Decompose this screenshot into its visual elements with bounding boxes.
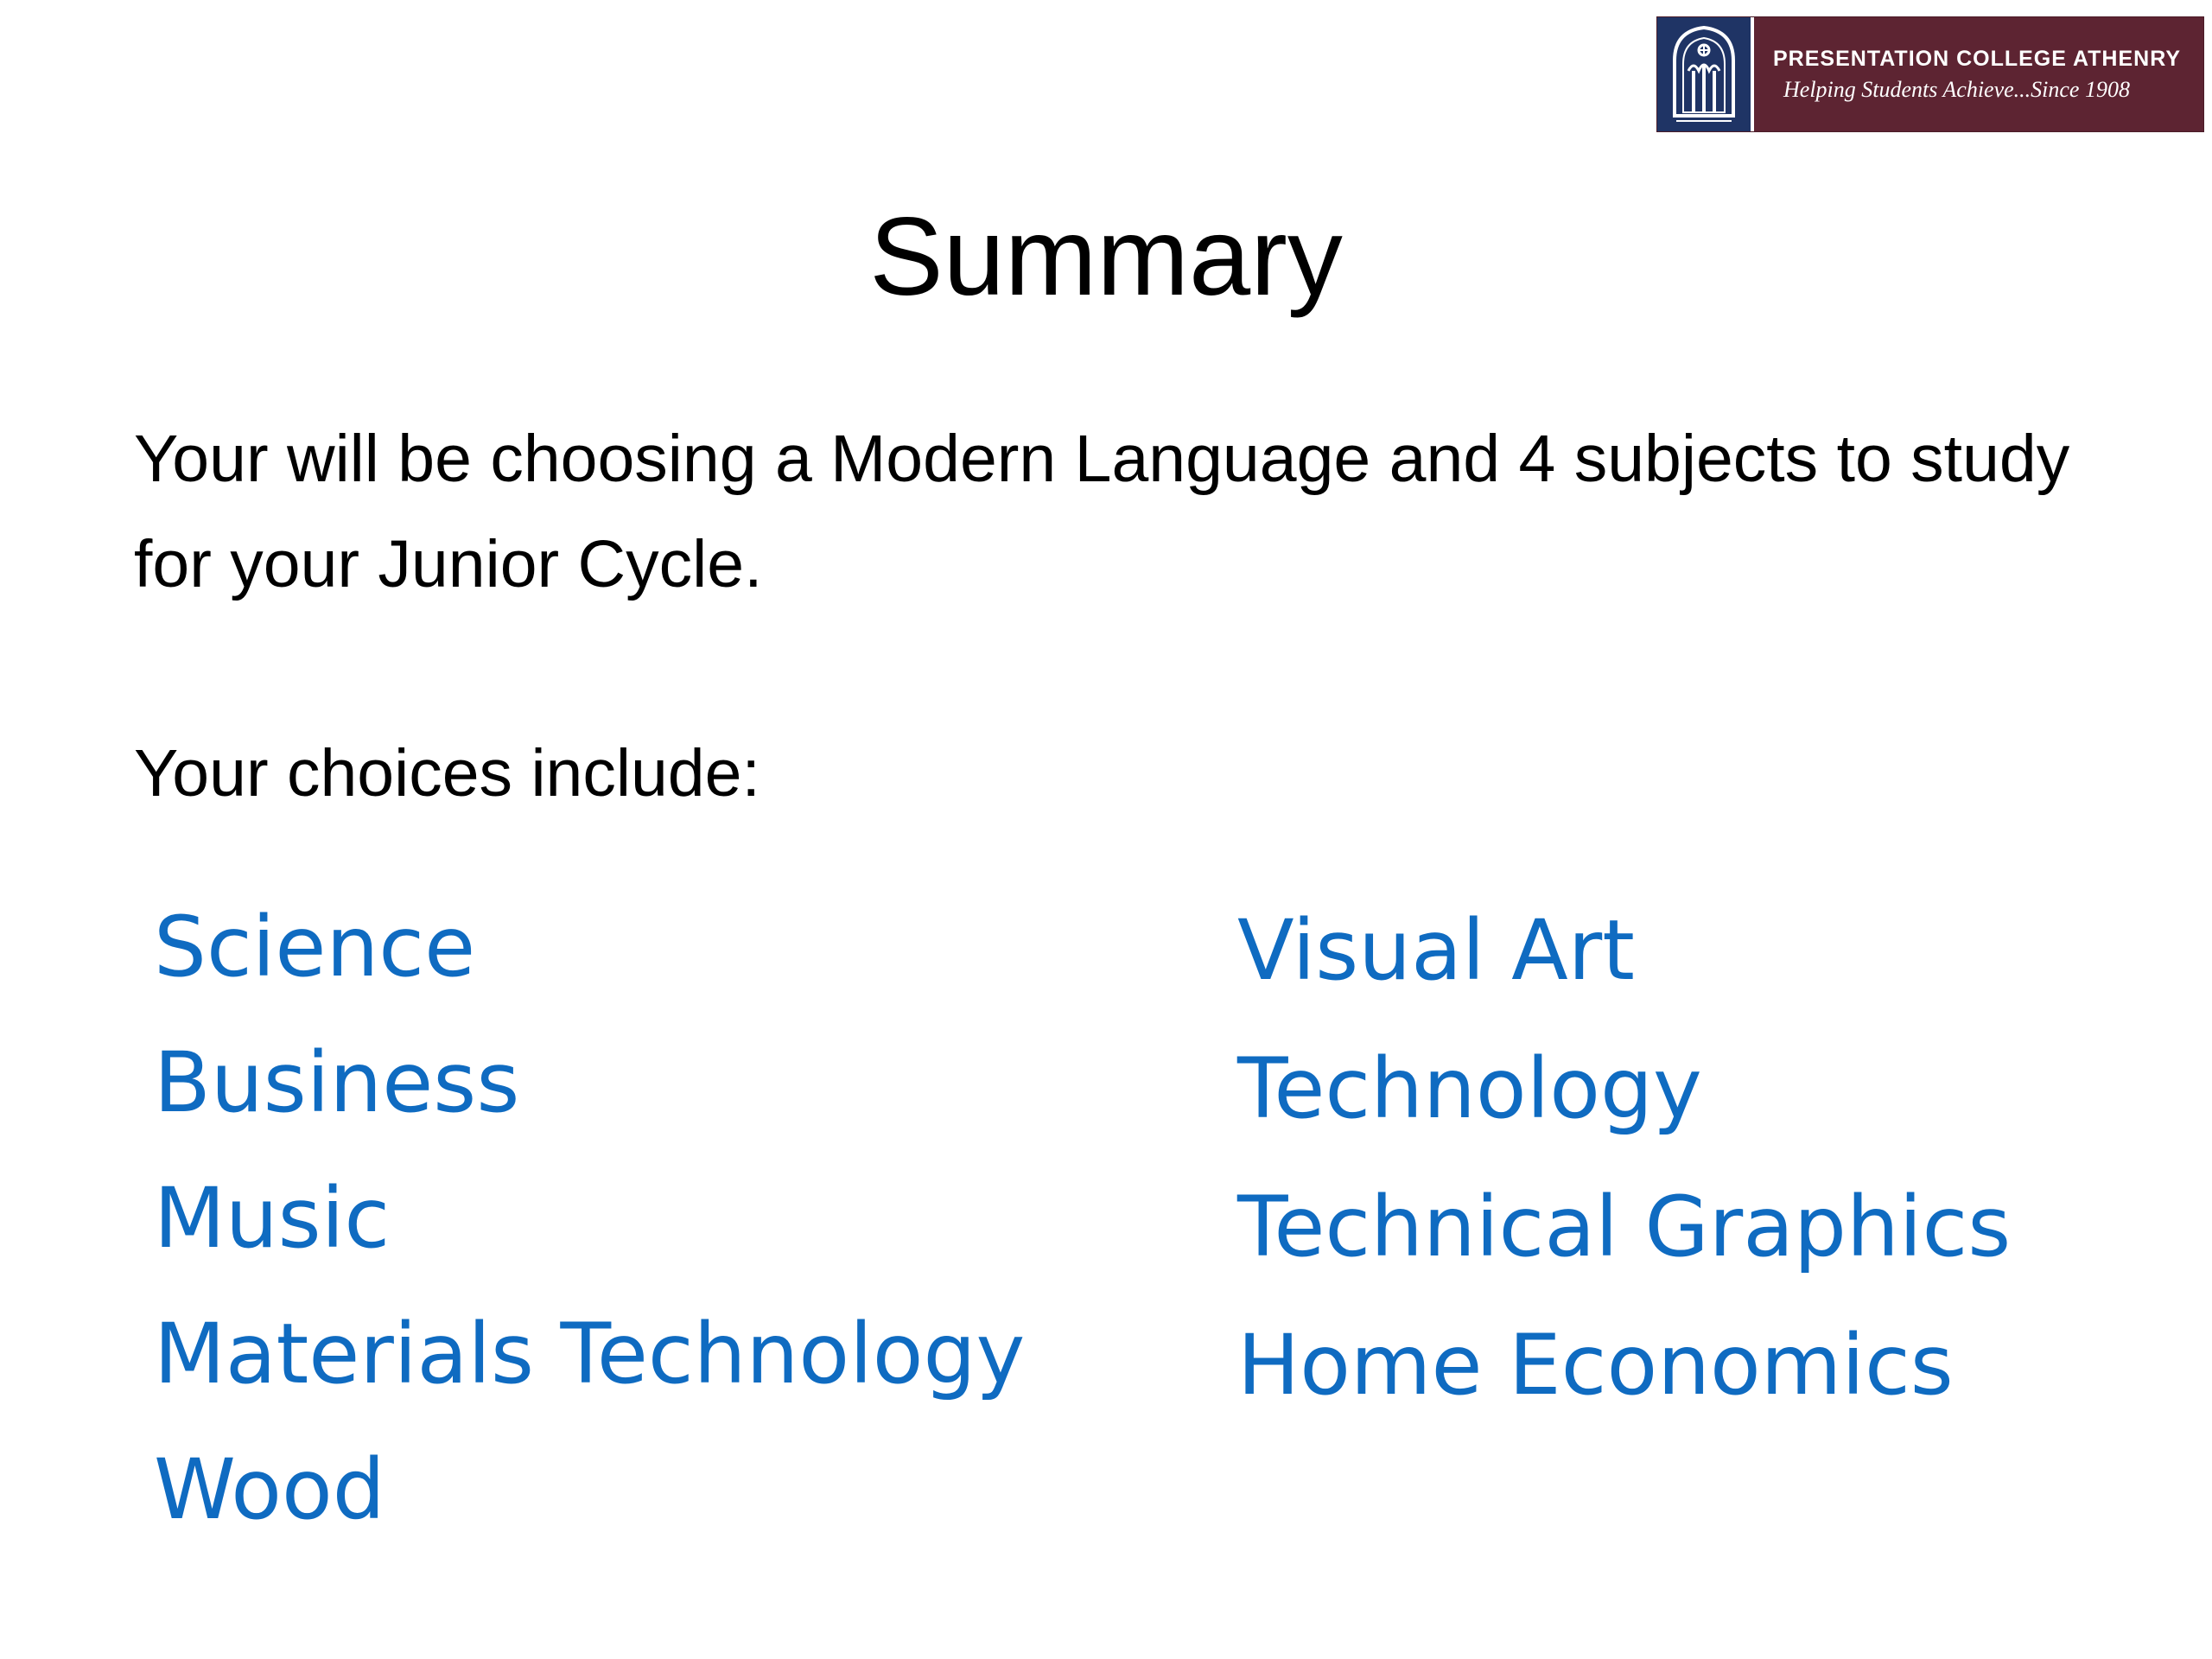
- school-name-block: [1754, 17, 2203, 131]
- subject-list-right: [1237, 881, 2011, 1434]
- subject-item: Technical Graphics: [1237, 1179, 2012, 1275]
- subject-item: Science: [154, 899, 476, 995]
- school-logo-banner: [1657, 17, 2203, 131]
- slide-title: Summary: [869, 195, 1343, 319]
- subject-item: Music: [154, 1170, 391, 1267]
- subject-item: Technology: [1237, 1040, 1702, 1137]
- subject-item: Materials Technology: [154, 1306, 1026, 1402]
- choices-label: Your choices include:: [134, 736, 760, 810]
- school-crest-icon: [1657, 17, 1754, 131]
- school-name: PRESENTATION COLLEGE ATHENRY: [1773, 46, 2181, 71]
- school-tagline: Helping Students Achieve...Since 1908: [1783, 76, 2130, 102]
- subject-item: Visual Art: [1237, 902, 1635, 999]
- subject-item: Home Economics: [1237, 1317, 1954, 1414]
- subject-item: Business: [154, 1034, 520, 1131]
- intro-text: Your will be choosing a Modern Language and 4 subjects to study for your Junior Cycle.: [134, 422, 2070, 601]
- subject-item: Wood: [154, 1441, 385, 1538]
- subject-list-left: [154, 880, 1025, 1558]
